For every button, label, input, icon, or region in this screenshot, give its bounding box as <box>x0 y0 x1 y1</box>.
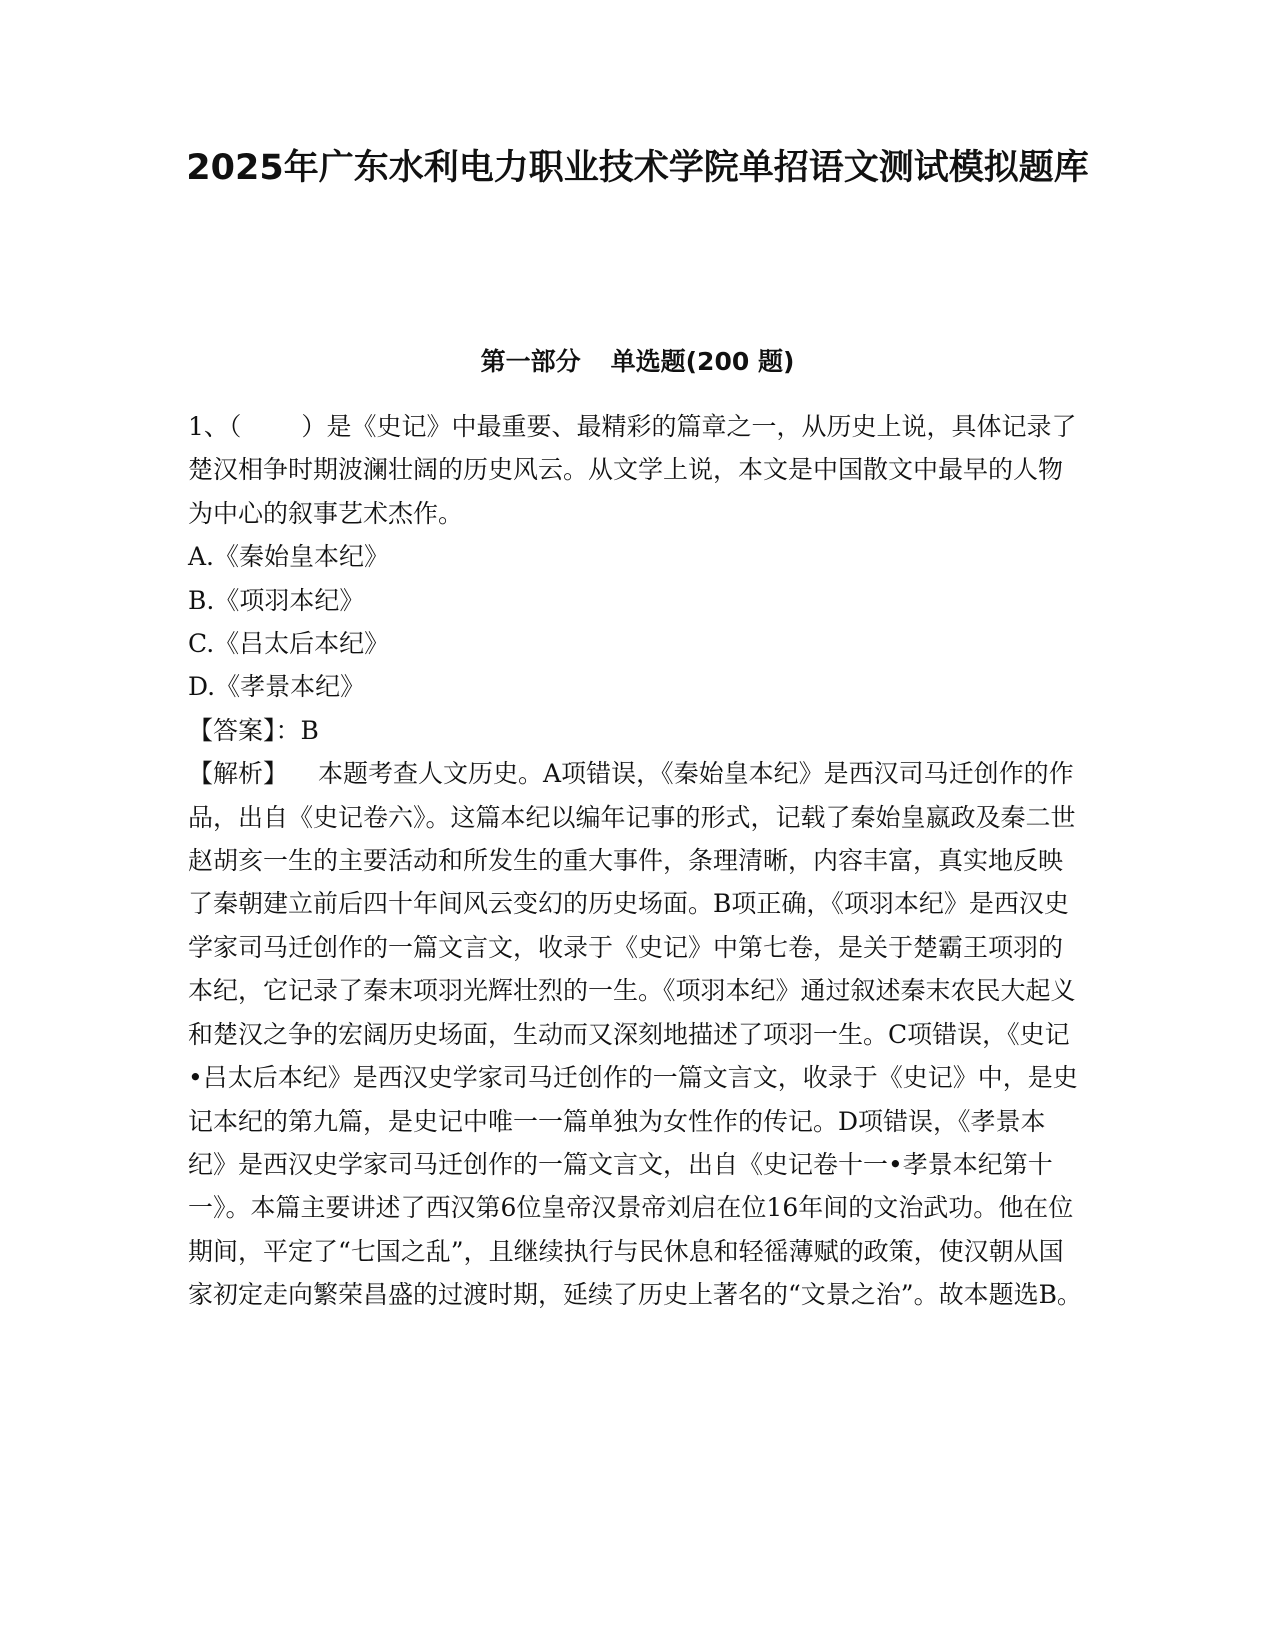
analysis-label: 【解析】 <box>188 759 289 789</box>
analysis-paragraph <box>188 752 1083 1316</box>
section-part: 第一部分 <box>480 347 581 376</box>
blank-paren-open: （ <box>228 412 242 441</box>
document-title: 2025年广东水利电力职业技术学院单招语文测试模拟题库 <box>186 148 1089 188</box>
question-stem-text: 是《史记》中最重要、最精彩的篇章之一，从历史上说，具体记录了楚汉相争时期波澜壮阔的历史风云。从文学上说，本文是中国散文中最早的人物为中心的叙事艺术杰作。 <box>188 412 1077 528</box>
answer-line <box>188 709 1083 752</box>
section-type: 单选题(200 题) <box>610 347 795 376</box>
question-stem <box>188 405 1083 535</box>
answer-value: B <box>300 715 319 745</box>
blank-paren-close: ） <box>301 412 327 441</box>
question-block <box>188 405 1083 1317</box>
option-b: B.《项羽本纪》 <box>188 585 365 615</box>
option-c: C.《吕太后本纪》 <box>188 629 390 659</box>
section-heading <box>160 345 1115 379</box>
option-a: A.《秦始皇本纪》 <box>188 542 390 572</box>
analysis-text: 本题考查人文历史。A项错误，《秦始皇本纪》是西汉司马迁创作的作品，出自《史记卷六》。这篇本纪以编年记事的形式，记载了秦始皇嬴政及秦二世赵胡亥一生的主要活动和所发生的重大事件，条理清晰，内容丰富，真实地反映了秦朝建立前后四十年间风云变幻的历史场面。B项正确，《项羽本纪》是西汉史学家司马迁创作的一篇文言文，收录于《史记》中第七卷，是关于楚霸王项羽的本纪，它记录了秦末项羽光辉壮烈的一生。《项羽本纪》通过叙述秦末农民大起义和楚汉之争的宏阔历史场面，生动而又深刻地描述了项羽一生。C项错误，《史记•吕太后本纪》是西汉史学家司马迁创作的一篇文言文，收录于《史记》中，是史记本纪的第九篇，是史记中唯一一篇单独为女性作的传记。D项错误，《孝景本纪》是西汉史学家司马迁创作的一篇文言文，出自《史记卷十一•孝景本纪第十一》。本篇主要讲述了西汉第6位皇帝汉景帝刘启在位16年间的文治武功。他在位期间，平定了“七国之乱”，且继续执行与民休息和轻徭薄赋的政策，使汉朝从国家初定走向繁荣昌盛的过渡时期，延续了历史上著名的“文景之治”。故本题选B。 <box>188 759 1082 1310</box>
option-d: D.《孝景本纪》 <box>188 672 366 702</box>
answer-label: 【答案】： <box>188 715 301 745</box>
question-number: 1、 <box>188 412 229 441</box>
